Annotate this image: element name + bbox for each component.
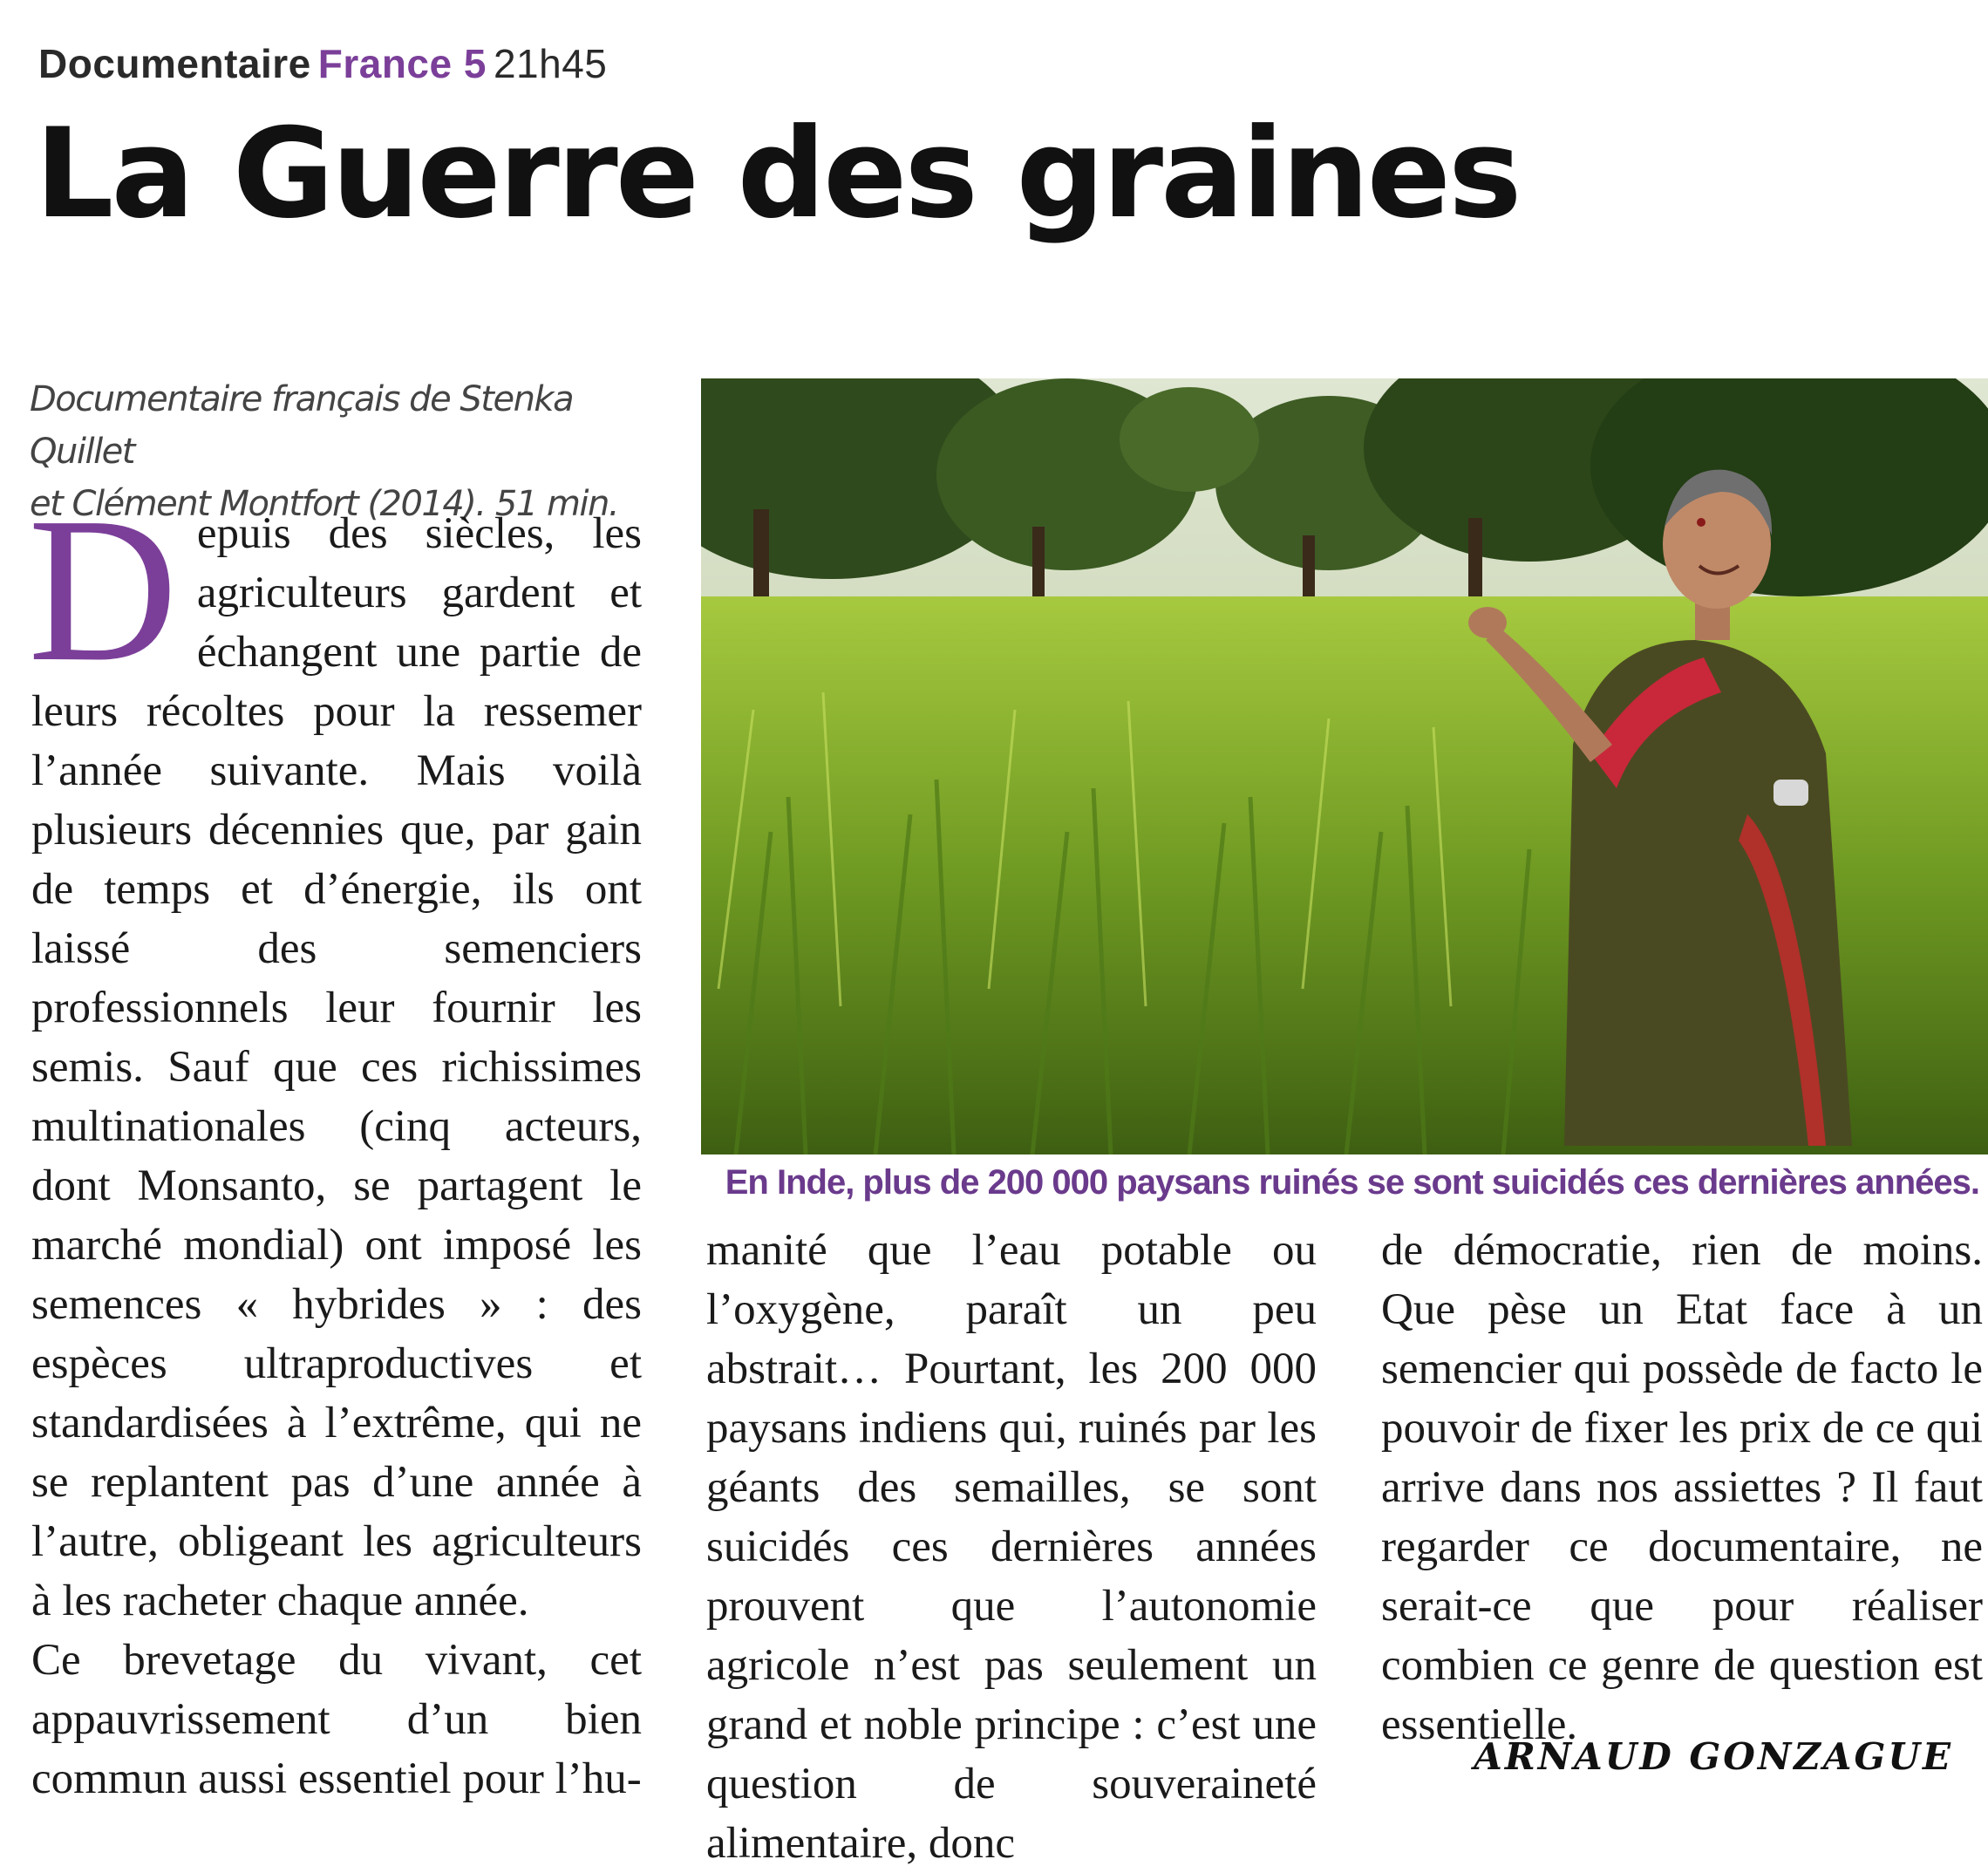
drop-cap: D xyxy=(28,475,178,705)
kicker-time: 21h45 xyxy=(493,41,608,86)
credit-line-2: et Clément Montfort (2014). 51 min. xyxy=(30,484,619,524)
credit-line-1: Documentaire français de Stenka Quillet xyxy=(30,379,574,472)
column-2-text: manité que l’eau potable ou l’oxygène, paraît un peu abstrait… Pourtant, les 200 000 paysans indiens qui, ruinés par les géants des semailles, se sont suicidés ces dernières années prouvent que l’autonomie agricole n’est pas seulement un grand et noble principe : c’est une question de souveraineté alimentaire, donc xyxy=(706,1226,1317,1868)
article-column-2 xyxy=(706,1221,1317,1873)
kicker-category: Documentaire xyxy=(38,41,311,86)
kicker-channel: France 5 xyxy=(317,41,487,86)
column-1-paragraph-1: epuis des siècles, les agriculteurs gardent et échangent une partie de leurs récoltes pour la ressemer l’année suivante. Mais voilà plusieurs décennies que, par gain de temps et d’énergie, ils ont laissé des semenciers professionnels leur fournir les semis. Sauf que ces richissimes multinationales (cinq acteurs, dont Monsanto, se partagent le marché mondial) ont imposé les semences « hybrides » : des espèces ultraproductives et standardisées à l’extrême, qui ne se replantent pas d’une année à l’autre, obligeant les agriculteurs à les racheter chaque année. xyxy=(31,509,642,1625)
article-column-3 xyxy=(1381,1221,1983,1754)
column-3-text: de démocratie, rien de moins. Que pèse un Etat face à un semencier qui possède de facto le pouvoir de fixer les prix de ce qui arrive dans nos assiettes ? Il faut regarder ce documentaire, ne serait-ce que pour réaliser combien ce genre de question est essentielle. xyxy=(1381,1226,1983,1749)
kicker xyxy=(38,40,607,87)
photo-caption: En Inde, plus de 200 000 paysans ruinés se sont suicidés ces dernières années. xyxy=(725,1163,1979,1202)
photo-illustration xyxy=(701,378,1988,1154)
article-photo xyxy=(701,378,1988,1154)
author-byline: ARNAUD GONZAGUE xyxy=(1474,1735,1953,1778)
column-1-paragraph-2: Ce brevetage du vivant, cet appauvrissement d’un bien commun aussi essentiel pour l’hu- xyxy=(31,1636,642,1803)
article-title: La Guerre des graines xyxy=(35,102,1520,246)
